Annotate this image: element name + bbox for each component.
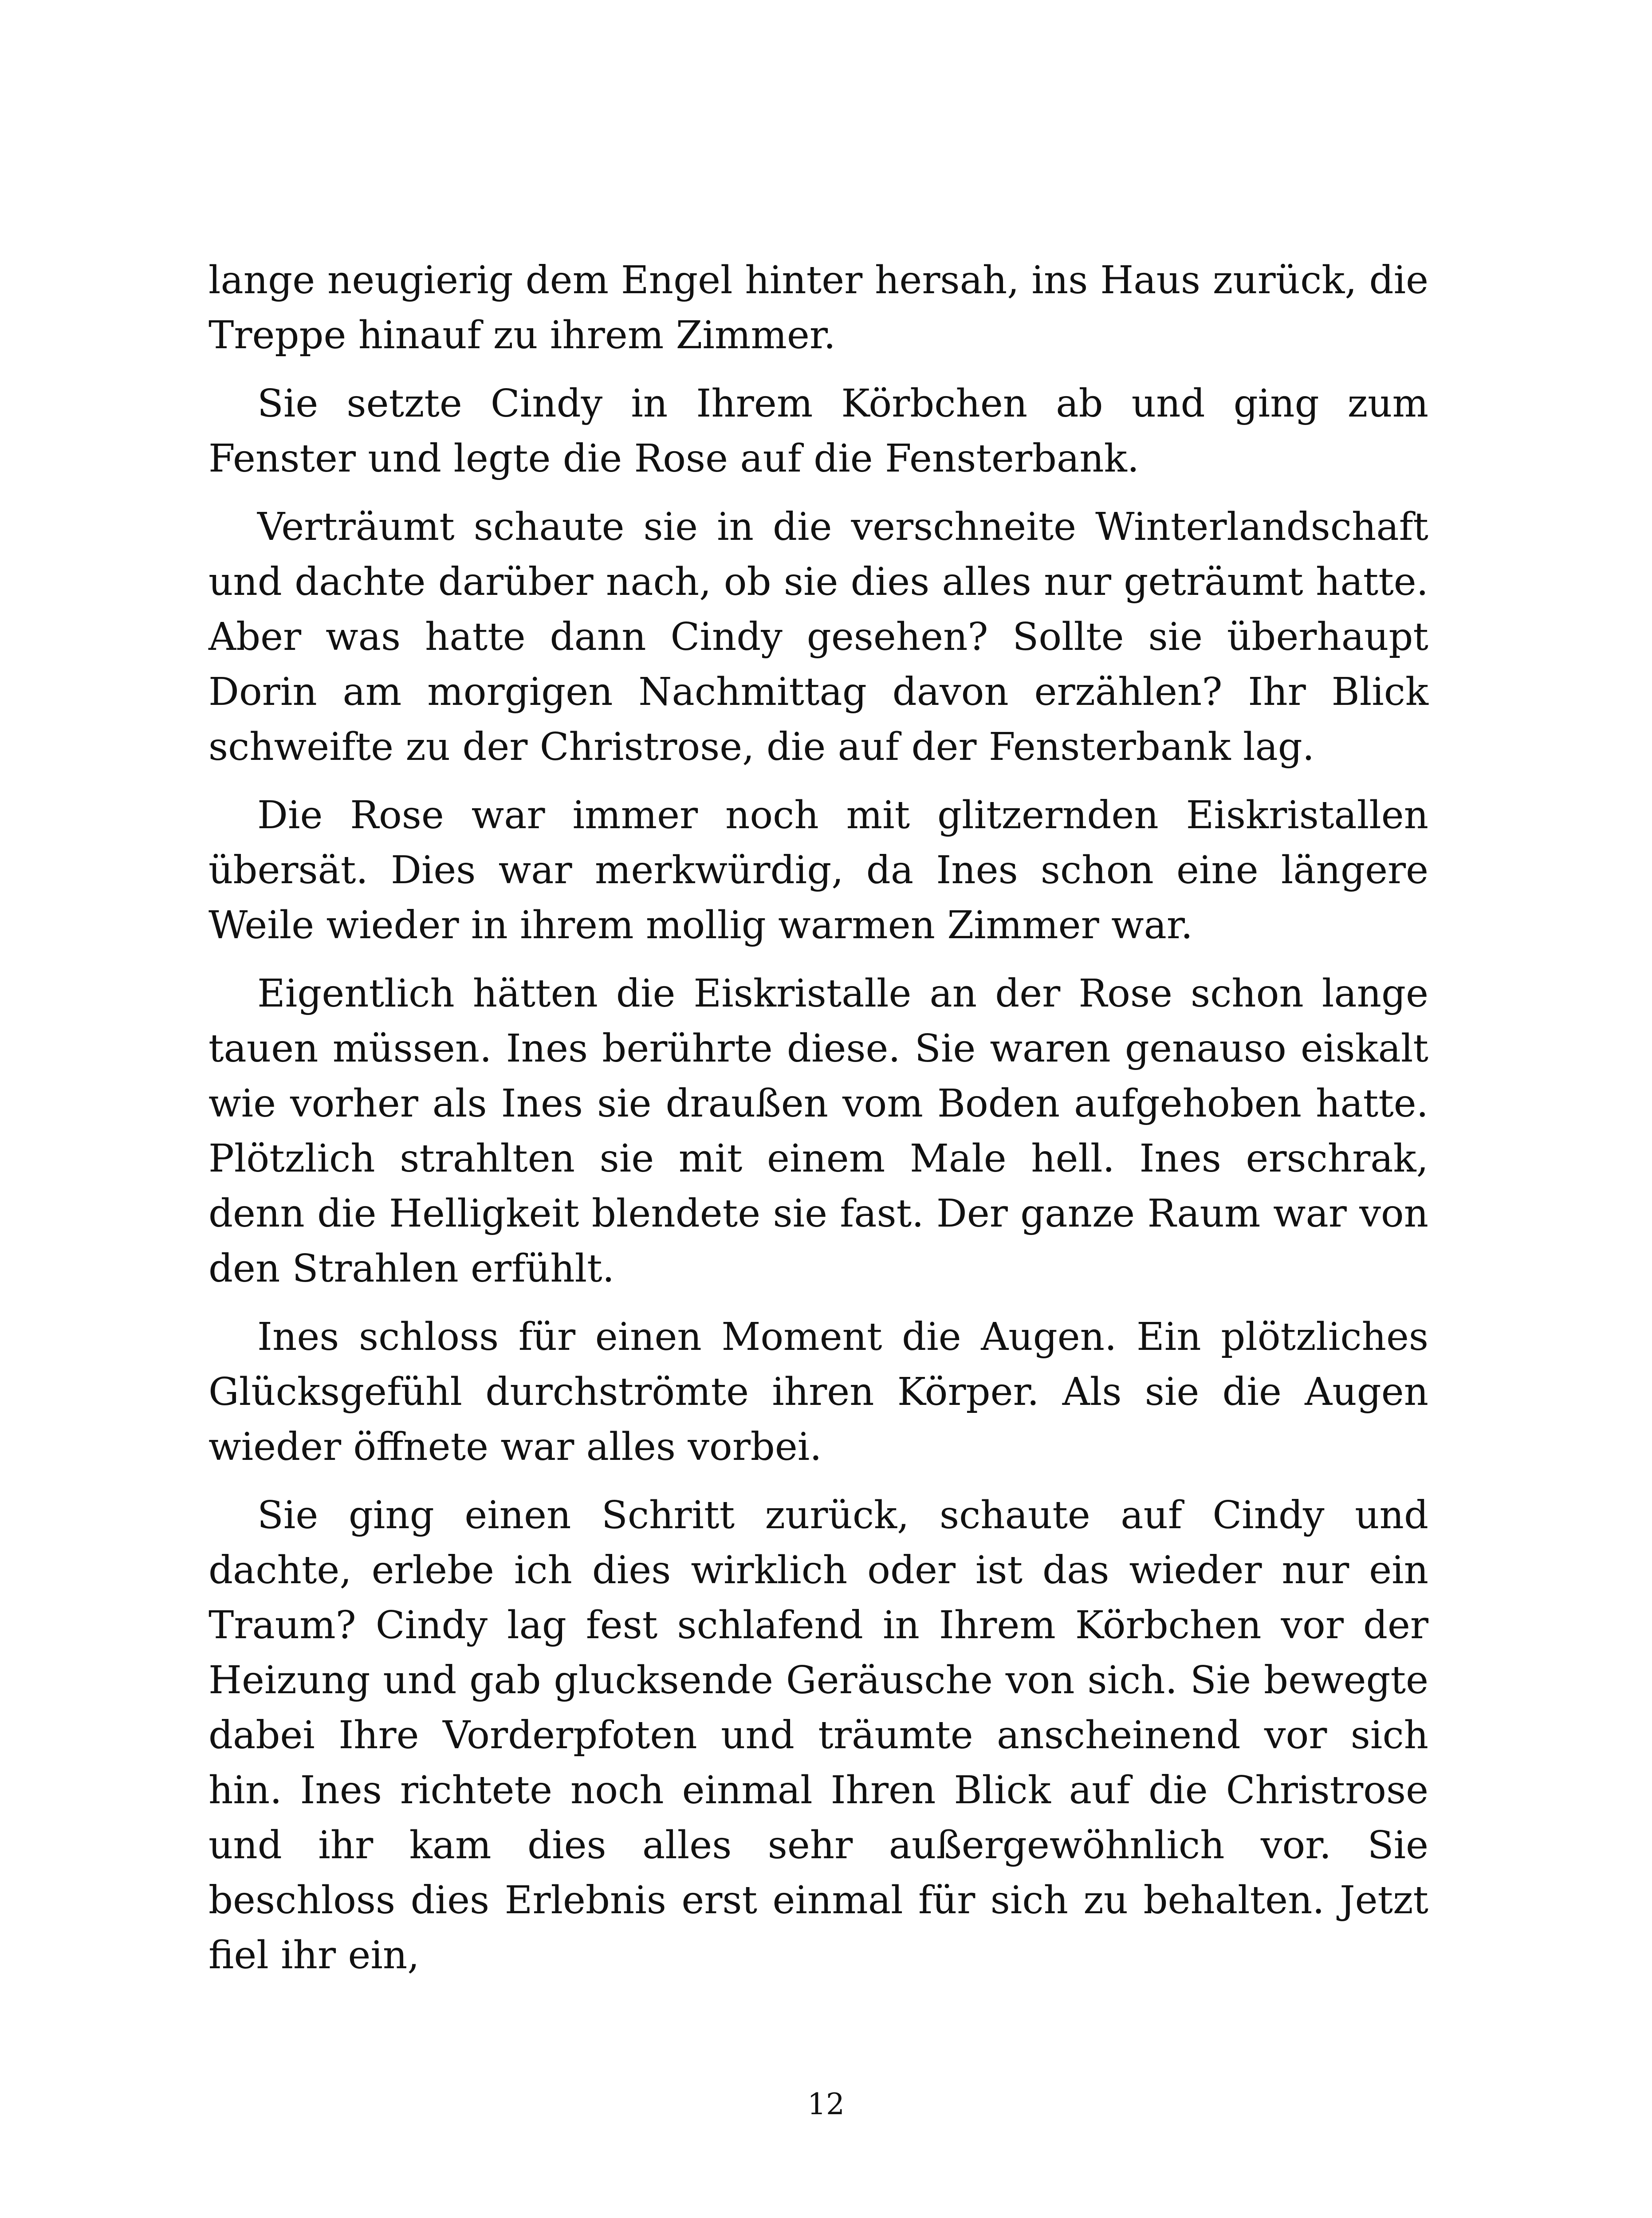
page-number: 12 [807,2087,845,2121]
paragraph-2: Sie setzte Cindy in Ihrem Körbchen ab und ging zum Fenster und legte die Rose auf die Fensterbank. [208,381,1428,481]
body-text [208,253,1428,1996]
paragraph-6: Ines schloss für einen Moment die Augen. Ein plötzliches Glücksgefühl durchströmte ihren Körper. Als sie die Augen wieder öffnete war alles vorbei. [208,1315,1428,1469]
paragraph-7: Sie ging einen Schritt zurück, schaute auf Cindy und dachte, erlebe ich dies wirklich oder ist das wieder nur ein Traum? Cindy lag fest schlafend in Ihrem Körbchen vor der Heizung und gab glucksende Geräusche von sich. Sie bewegte dabei Ihre Vorderpfoten und träumte anscheinend vor sich hin. Ines richtete noch einmal Ihren Blick auf die Christrose und ihr kam dies alles sehr außergewöhnlich vor. Sie beschloss dies Erlebnis erst einmal für sich zu behalten. Jetzt fiel ihr ein, [208,1493,1428,1978]
paragraph-4: Die Rose war immer noch mit glitzernden Eiskristallen übersät. Dies war merkwürdig, da Ines schon eine längere Weile wieder in ihrem mollig warmen Zimmer war. [208,793,1428,948]
paragraph-3: Verträumt schaute sie in die verschneite Winterlandschaft und dachte darüber nach, ob sie dies alles nur geträumt hatte. Aber was hatte dann Cindy gesehen? Sollte sie überhaupt Dorin am morgigen Nachmittag davon erzählen? Ihr Blick schweifte zu der Christrose, die auf der Fensterbank lag. [208,505,1428,769]
paragraph-5: Eigentlich hätten die Eiskristalle an der Rose schon lange tauen müssen. Ines berührte diese. Sie waren genauso eiskalt wie vorher als Ines sie draußen vom Boden aufgehoben hatte. Plötzlich strahlten sie mit einem Male hell. Ines erschrak, denn die Helligkeit blendete sie fast. Der ganze Raum war von den Strahlen erfühlt. [208,971,1428,1291]
paragraph-1: lange neugierig dem Engel hinter hersah, ins Haus zurück, die Treppe hinauf zu ihrem Zimmer. [208,258,1428,358]
